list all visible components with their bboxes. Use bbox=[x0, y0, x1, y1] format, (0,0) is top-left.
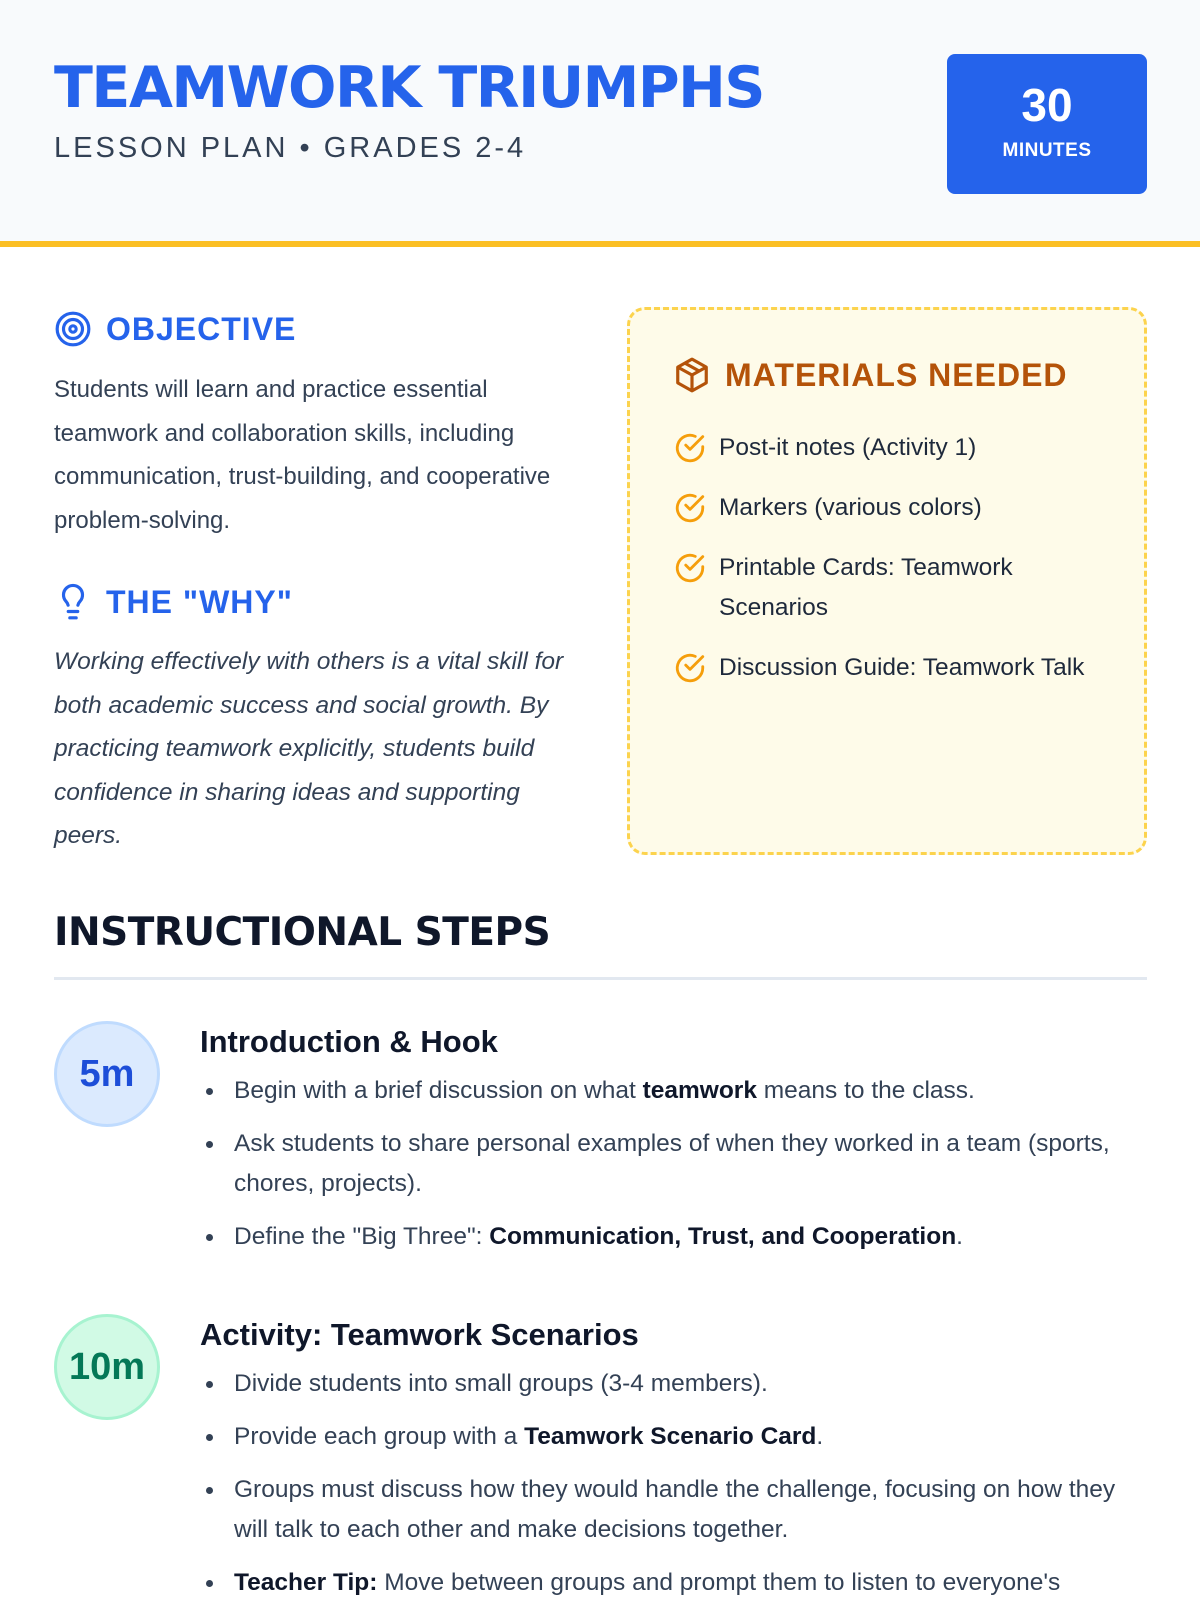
why-title: THE "WHY" bbox=[106, 583, 293, 620]
step-bullets bbox=[200, 1071, 1147, 1257]
check-circle-icon bbox=[673, 651, 707, 685]
list-item bbox=[673, 548, 1093, 628]
list-item: Begin with a brief discussion on what teamwork means to the class. bbox=[200, 1071, 1147, 1111]
objective-text: Students will learn and practice essential teamwork and collaboration skills, including communication, trust-building, and cooperative problem-solving. bbox=[54, 376, 551, 534]
objective-title: OBJECTIVE bbox=[106, 310, 297, 347]
duration-unit: MINUTES bbox=[1002, 140, 1092, 161]
step-duration-badge: 10m bbox=[54, 1314, 160, 1420]
duration-value: 30 bbox=[1021, 79, 1073, 131]
materials-heading bbox=[673, 356, 1068, 394]
list-item: Groups must discuss how they would handle the challenge, focusing on how they will talk to each other and make decisions together. bbox=[200, 1470, 1147, 1550]
list-item: Ask students to share personal examples of when they worked in a team (sports, chores, projects). bbox=[200, 1124, 1147, 1204]
target-icon bbox=[54, 310, 92, 348]
list-item: Teacher Tip: Move between groups and prompt them to listen to everyone's bbox=[200, 1563, 1147, 1600]
materials-card bbox=[627, 307, 1147, 855]
material-item: Markers (various colors) bbox=[719, 494, 982, 521]
lightbulb-icon bbox=[54, 583, 92, 621]
why-text: Working effectively with others is a vital skill for both academic success and social growth. By practicing teamwork explicitly, students build confidence in sharing ideas and supporting peers. bbox=[54, 648, 564, 849]
check-circle-icon bbox=[673, 431, 707, 465]
material-item: Discussion Guide: Teamwork Talk bbox=[719, 654, 1085, 681]
page-title: TEAMWORK TRIUMPHS bbox=[54, 55, 764, 121]
list-item: Divide students into small groups (3-4 members). bbox=[200, 1364, 1147, 1404]
step-title: Introduction & Hook bbox=[200, 1024, 498, 1059]
steps-heading: INSTRUCTIONAL STEPS bbox=[54, 910, 551, 955]
list-item: Provide each group with a Teamwork Scenario Card. bbox=[200, 1417, 1147, 1457]
package-icon bbox=[673, 356, 711, 394]
step-bullets bbox=[200, 1364, 1147, 1600]
list-item bbox=[673, 428, 1093, 468]
duration-badge bbox=[947, 54, 1147, 194]
step-title: Activity: Teamwork Scenarios bbox=[200, 1317, 639, 1352]
objective-heading bbox=[54, 310, 296, 348]
material-item: Printable Cards: Teamwork Scenarios bbox=[719, 554, 1013, 621]
step-body bbox=[200, 1021, 1147, 1270]
step-body bbox=[200, 1314, 1147, 1600]
lesson-header bbox=[0, 0, 1200, 247]
materials-title: MATERIALS NEEDED bbox=[725, 356, 1068, 393]
materials-list bbox=[673, 428, 1093, 708]
why-heading bbox=[54, 583, 293, 621]
step-duration-badge: 5m bbox=[54, 1021, 160, 1127]
material-item: Post-it notes (Activity 1) bbox=[719, 434, 977, 461]
page-subtitle: LESSON PLAN • GRADES 2-4 bbox=[54, 132, 527, 164]
divider bbox=[54, 977, 1147, 980]
list-item bbox=[673, 648, 1093, 688]
check-circle-icon bbox=[673, 551, 707, 585]
list-item: Define the "Big Three": Communication, Trust, and Cooperation. bbox=[200, 1217, 1147, 1257]
list-item bbox=[673, 488, 1093, 528]
check-circle-icon bbox=[673, 491, 707, 525]
